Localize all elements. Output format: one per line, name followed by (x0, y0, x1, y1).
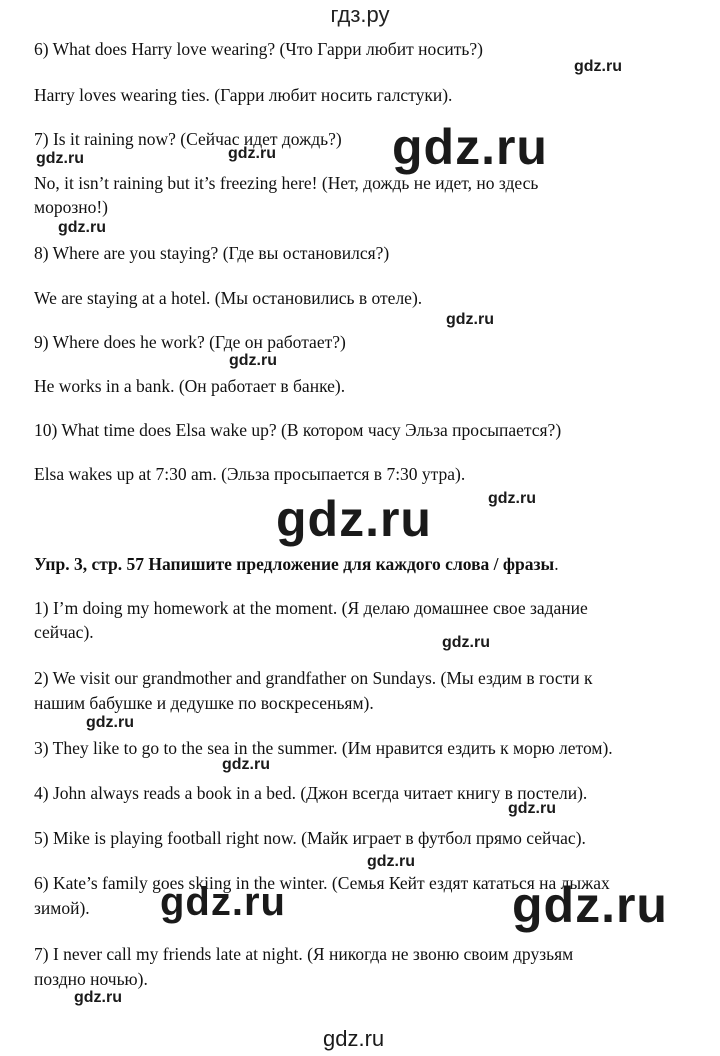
sentence-4: 4) John always reads a book in a bed. (Джон всегда читает книгу в постели). (34, 783, 588, 803)
sentence-1-line-1: 1) I’m doing my homework at the moment. (Я делаю домашнее свое задание (34, 598, 588, 618)
watermark-large: gdz.ru (512, 877, 668, 933)
footer-watermark: gdz.ru (323, 1026, 385, 1051)
watermark: gdz.ru (574, 58, 622, 75)
watermark: gdz.ru (488, 490, 536, 507)
watermark: gdz.ru (228, 145, 276, 162)
watermark: gdz.ru (442, 634, 490, 651)
answer-10: Elsa wakes up at 7:30 am. (Эльза просыпается в 7:30 утра). (34, 464, 466, 484)
question-8: 8) Where are you staying? (Где вы остановился?) (34, 243, 390, 263)
exercise-heading (34, 553, 559, 575)
sentence-6-line-2: зимой). (34, 898, 90, 918)
watermark: gdz.ru (367, 853, 415, 870)
sentence-2-line-2: нашим бабушке и дедушке по воскресеньям). (34, 693, 374, 713)
sentence-5: 5) Mike is playing football right now. (Майк играет в футбол прямо сейчас). (34, 828, 586, 848)
site-header: гдз.ру (330, 2, 390, 27)
watermark: gdz.ru (508, 800, 556, 817)
watermark: gdz.ru (36, 150, 84, 167)
answer-7-line-1: No, it isn’t raining but it’s freezing here! (Нет, дождь не идет, но здесь (34, 173, 539, 193)
sentence-7-line-1: 7) I never call my friends late at night. (Я никогда не звоню своим друзьям (34, 944, 574, 964)
exercise-heading-tail: . (554, 554, 559, 574)
sentence-6-line-1: 6) Kate’s family goes skiing in the winter. (Семья Кейт ездят кататься на лыжах (34, 873, 610, 893)
sentence-3: 3) They like to go to the sea in the summer. (Им нравится ездить к морю летом). (34, 738, 613, 758)
exercise-heading-bold: Упр. 3, стр. 57 Напишите предложение для каждого слова / фразы (34, 554, 555, 574)
question-6: 6) What does Harry love wearing? (Что Гарри любит носить?) (34, 39, 483, 59)
answer-7-line-2: морозно!) (34, 197, 109, 217)
answer-8: We are staying at a hotel. (Мы остановились в отеле). (34, 288, 423, 308)
watermark-large: gdz.ru (392, 119, 548, 175)
sentence-7-line-2: поздно ночью). (34, 969, 148, 989)
question-9: 9) Where does he work? (Где он работает?) (34, 332, 346, 352)
watermark: gdz.ru (74, 989, 122, 1006)
question-10: 10) What time does Elsa wake up? (В котором часу Эльза просыпается?) (34, 420, 562, 440)
watermark: gdz.ru (86, 714, 134, 731)
watermark: gdz.ru (58, 219, 106, 236)
sentence-1-line-2: сейчас). (34, 622, 94, 642)
watermark-large: gdz.ru (160, 880, 286, 924)
answer-9: He works in a bank. (Он работает в банке). (34, 376, 346, 396)
sentence-2-line-1: 2) We visit our grandmother and grandfather on Sundays. (Мы ездим в гости к (34, 668, 593, 688)
watermark: gdz.ru (222, 756, 270, 773)
watermark: gdz.ru (229, 352, 277, 369)
question-7: 7) Is it raining now? (Сейчас идет дождь?) (34, 129, 342, 149)
watermark: gdz.ru (446, 311, 494, 328)
answer-6: Harry loves wearing ties. (Гарри любит носить галстуки). (34, 85, 453, 105)
watermark-large: gdz.ru (276, 491, 432, 547)
